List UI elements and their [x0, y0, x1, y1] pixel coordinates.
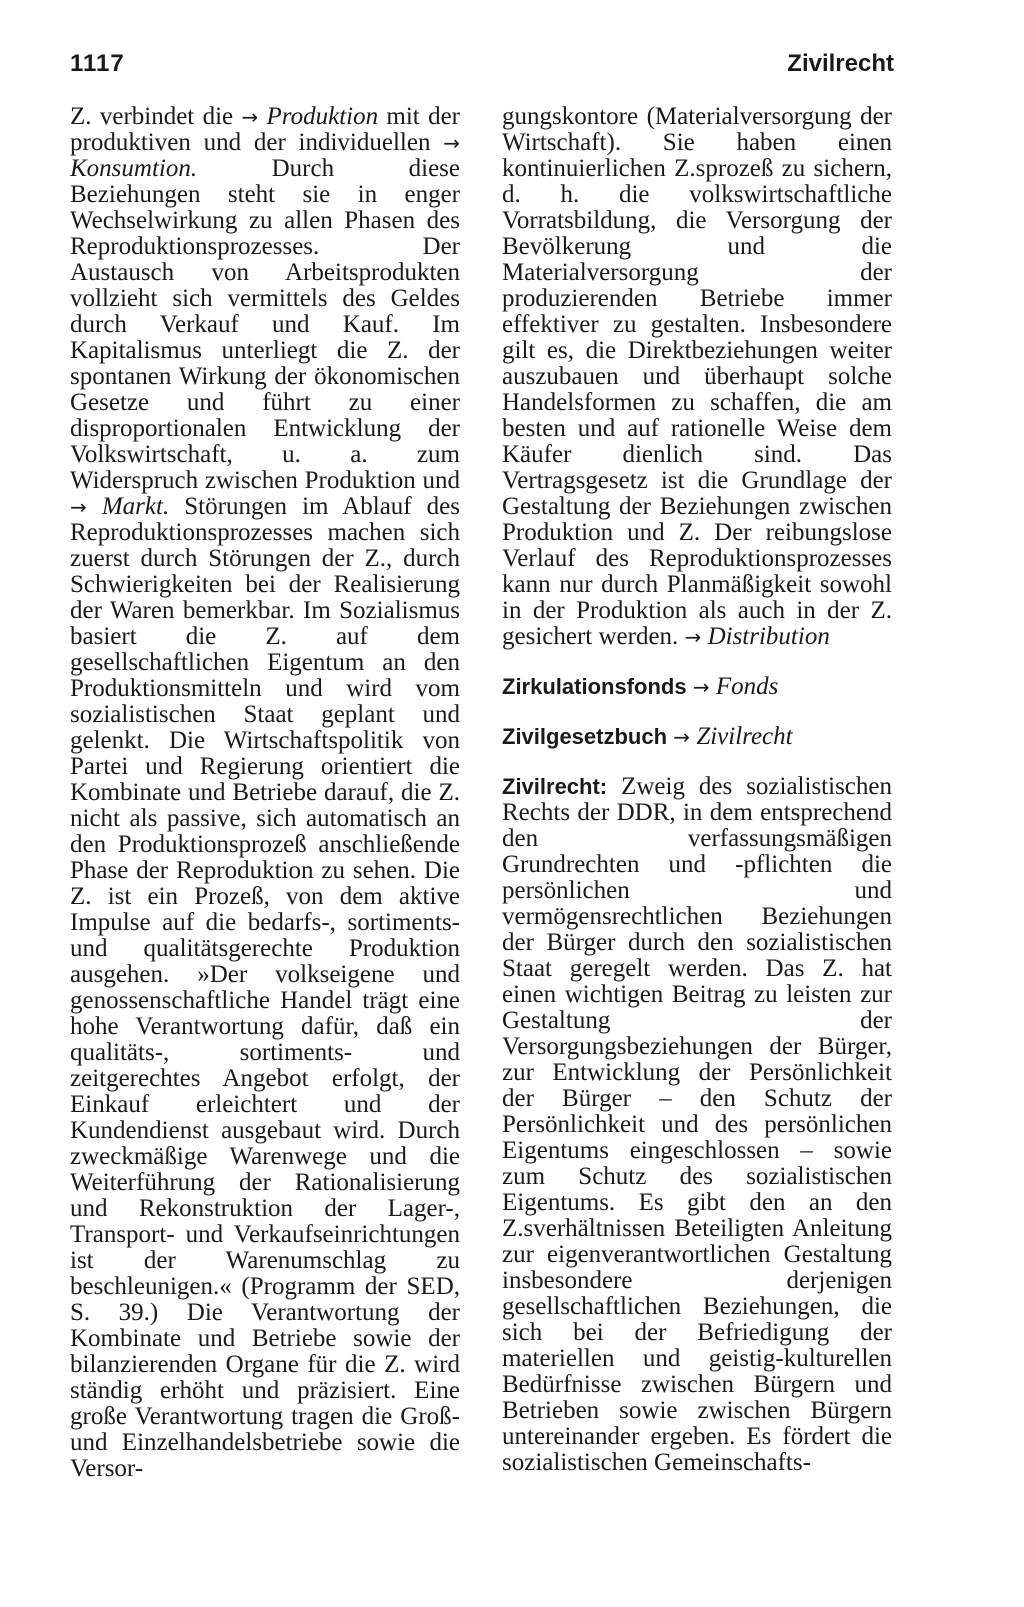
cross-reference-arrow-icon: →	[673, 725, 691, 749]
cross-reference: Produktion	[266, 103, 379, 130]
cross-reference: Distribution	[707, 623, 830, 650]
continued-entry-text: gungskontore (Materialversorgung der Wirtschaft). Sie haben einen kontinuierlichen Z.sprozeß zu sichern, d. h. die volkswirtschaftliche Vorratsbildung, die Versorgung der Bevölkerung und die Materialversorgung der produzierenden Betriebe immer effektiver zu gestalten. Insbesondere gilt es, die Direktbeziehungen weiter auszubauen und überhaupt solche Handelsformen zu schaffen, die am besten und auf rationelle Weise dem Käufer dienlich sind. Das Vertragsgesetz ist die Grundlage der Gestaltung der Beziehungen zwischen Produktion und Z. Der reibungslose Verlauf des Reproduktionsprozesses kann nur durch Planmäßigkeit sowohl in der Produktion als auch in der Z. gesichert werden. → Distribution	[502, 103, 892, 650]
cross-reference-arrow-icon: →	[70, 495, 87, 519]
running-title: Zivilrecht	[787, 50, 894, 77]
cross-reference-arrow-icon: →	[692, 675, 710, 699]
cross-reference-arrow-icon: →	[684, 625, 702, 649]
entry-headword: Zivilgesetzbuch	[502, 724, 668, 749]
entry-zirkulationsfonds	[502, 674, 892, 700]
cross-reference: Zivilrecht	[696, 723, 793, 750]
continued-entry-text: Z. verbindet die → Produktion mit der produktiven und der individuellen → Konsumtion. Durch diese Beziehungen steht sie in enger Wechselwirkung zu allen Phasen des Reproduktionsprozesses. Der Austausch von Arbeitsprodukten vollzieht sich vermittels des Geldes durch Verkauf und Kauf. Im Kapitalismus unterliegt die Z. der spontanen Wirkung der ökonomischen Gesetze und führt zu einer disproportionalen Entwicklung der Volkswirtschaft, u. a. zum Widerspruch zwischen Produktion und → Markt. Störungen im Ablauf des Reproduktionsprozesses machen sich zuerst durch Störungen der Z., durch Schwierigkeiten bei der Realisierung der Waren bemerkbar. Im Sozialismus basiert die Z. auf dem gesellschaftlichen Eigentum an den Produktionsmitteln und wird vom sozialistischen Staat geplant und gelenkt. Die Wirtschaftspolitik von Partei und Regierung orientiert die Kombinate und Betriebe darauf, die Z. nicht als passive, sich automatisch an den Produktionsprozeß anschließende Phase der Reproduktion zu sehen. Die Z. ist ein Prozeß, von dem aktive Impulse auf die bedarfs-, sortiments- und qualitätsgerechte Produktion ausgehen. »Der volkseigene und genossenschaftliche Handel trägt eine hohe Verantwortung dafür, daß ein qualitäts-, sortiments- und zeitgerechtes Angebot erfolgt, der Einkauf erleichtert und der Kundendienst ausgebaut wird. Durch zweckmäßige Warenwege und die Weiterführung der Rationalisierung und Rekonstruktion der Lager-, Transport- und Verkaufseinrichtungen ist der Warenumschlag zu beschleunigen.« (Programm der SED, S. 39.) Die Verantwortung der Kombinate und Betriebe sowie der bilanzierenden Organe für die Z. wird ständig erhöht und präzisiert. Eine große Verantwortung tragen die Groß- und Einzelhandelsbetriebe sowie die Versor-	[70, 103, 461, 1482]
right-column	[502, 104, 892, 1476]
entry-zivilgesetzbuch	[502, 724, 892, 750]
entry-headword: Zirkulationsfonds	[502, 674, 687, 699]
entry-headword: Zivilrecht:	[502, 774, 608, 799]
cross-reference-arrow-icon: →	[443, 131, 460, 155]
cross-reference: Konsumtion.	[70, 155, 198, 182]
cross-reference: Markt.	[101, 493, 170, 520]
entry-zivilrecht	[502, 774, 892, 1476]
left-column	[70, 104, 460, 1482]
cross-reference: Fonds	[715, 673, 779, 700]
cross-reference-arrow-icon: →	[241, 105, 259, 129]
entry-definition: Zweig des sozialistischen Rechts der DDR, in dem entsprechend den verfassungsmäßigen Grundrechten und -pflichten die persönlichen und vermögensrechtlichen Beziehungen der Bürger durch den sozialistischen Staat geregelt werden. Das Z. hat einen wichtigen Beitrag zu leisten zur Gestaltung der Versorgungsbeziehungen der Bürger, zur Entwicklung der Persönlichkeit der Bürger – den Schutz der Persönlichkeit und des persönlichen Eigentums eingeschlossen – sowie zum Schutz des sozialistischen Eigentums. Es gibt den an den Z.sverhältnissen Beteiligten Anleitung zur eigenverantwortlichen Gestaltung insbesondere derjenigen gesellschaftlichen Beziehungen, die sich bei der Befriedigung der materiellen und geistig-kulturellen Bedürfnisse zwischen Bürgern und Betrieben sowie zwischen Bürgern untereinander ergeben. Es fördert die sozialistischen Gemeinschafts-	[502, 773, 892, 1476]
page-number: 1117	[70, 50, 125, 77]
